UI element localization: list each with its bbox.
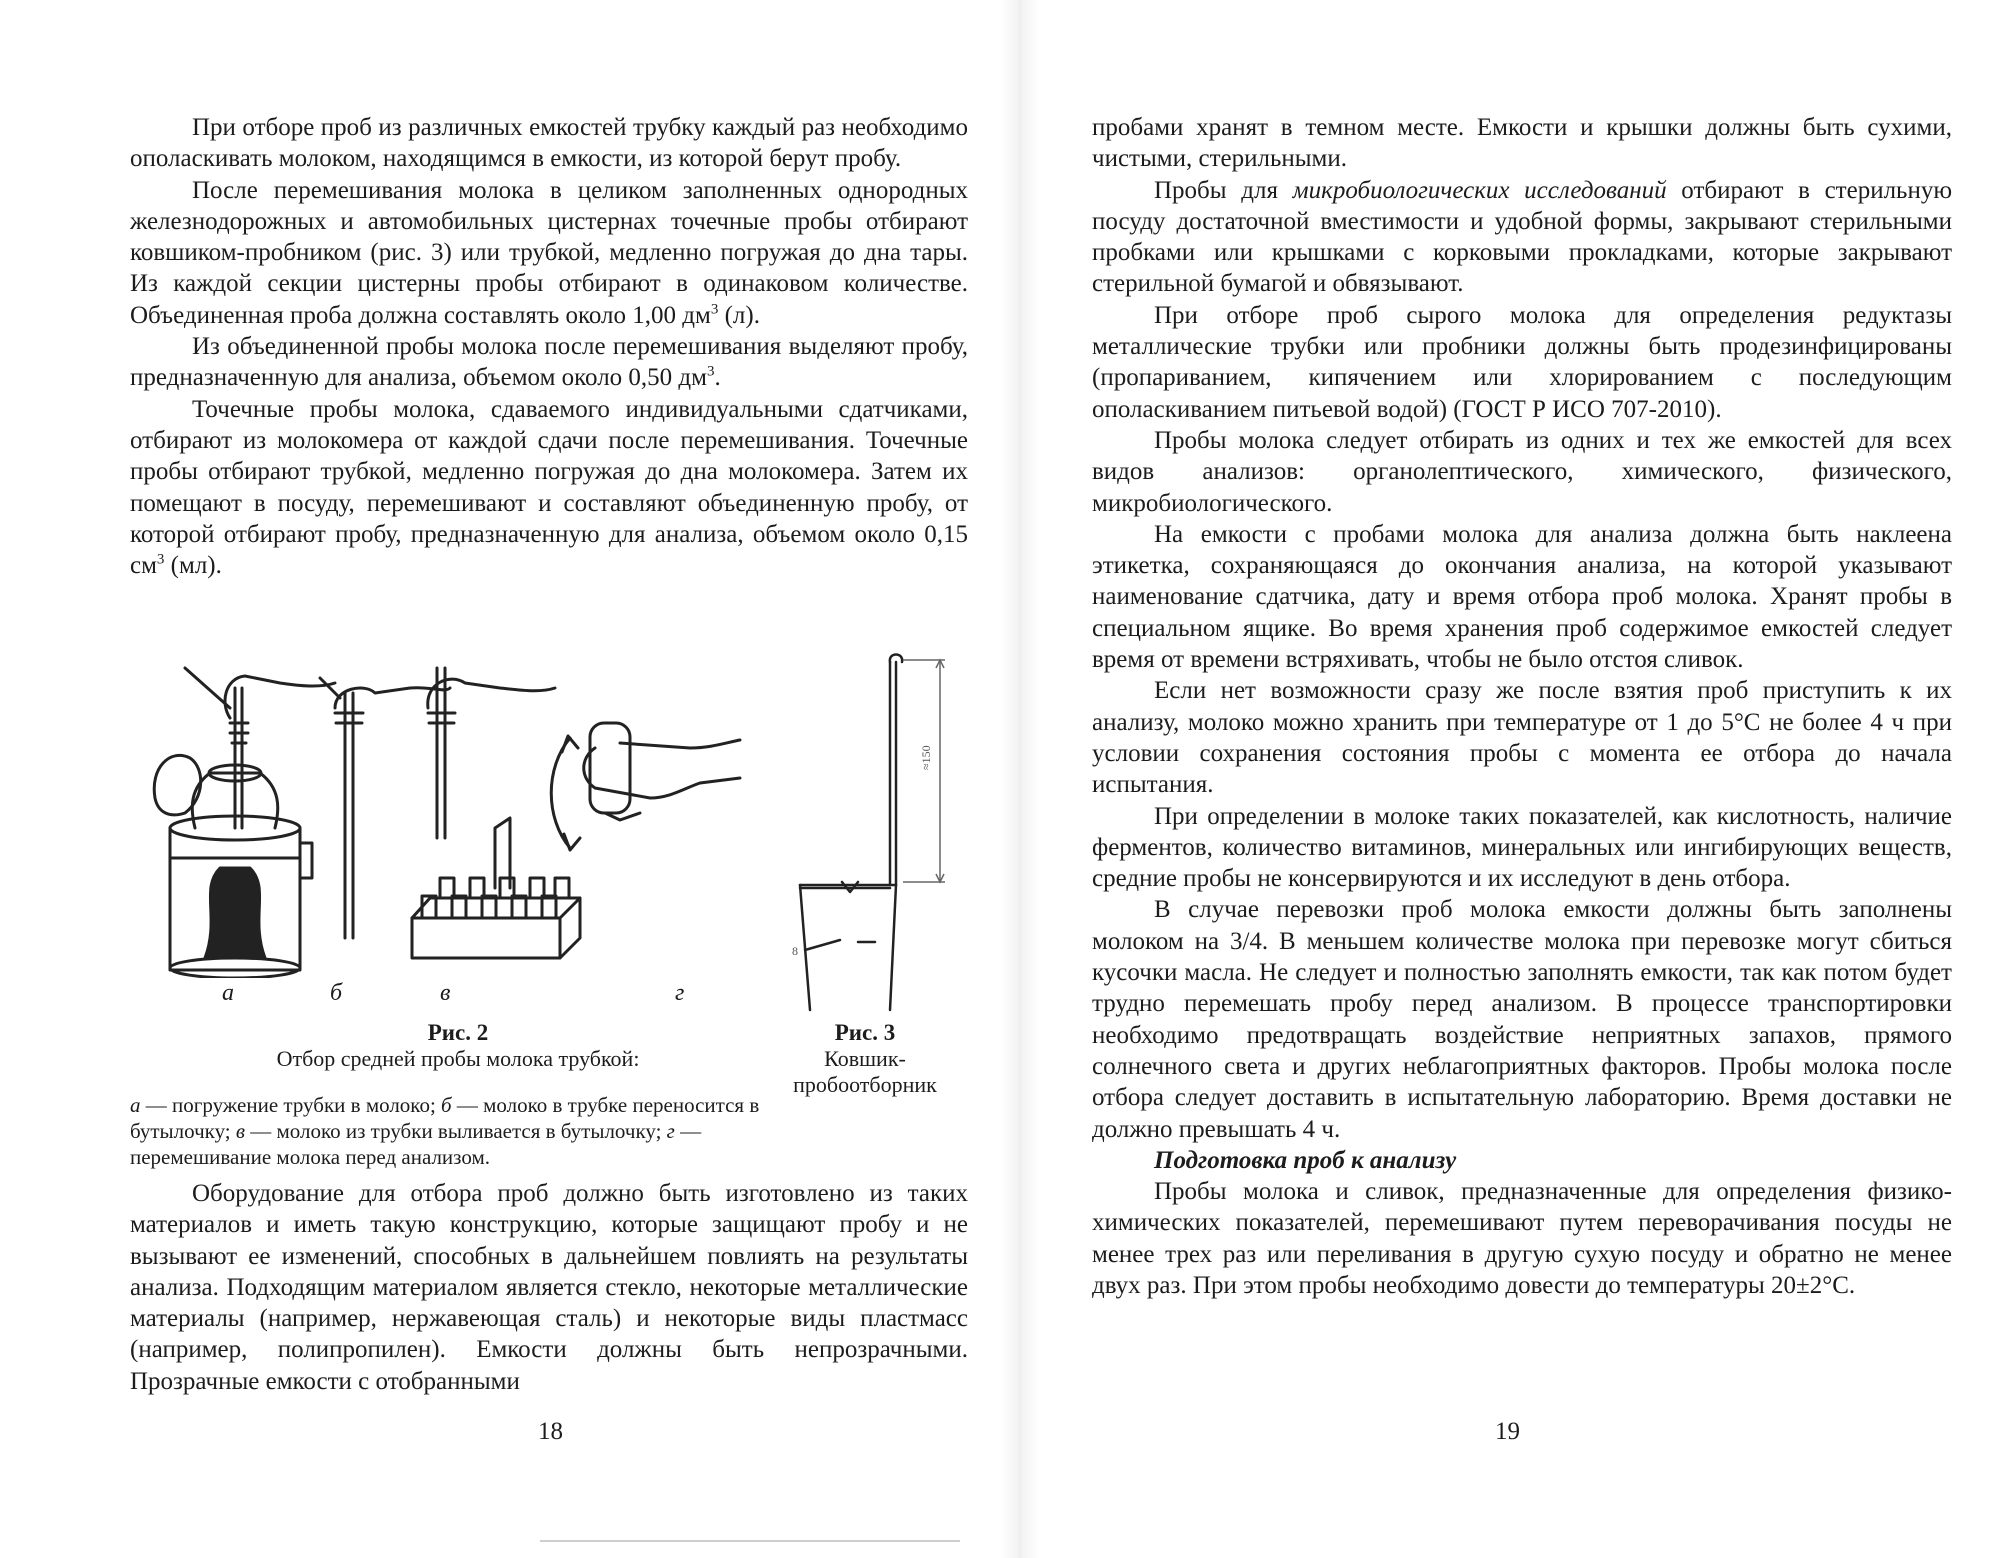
paragraph: Из объединенной пробы молока после перемешивания выделяют пробу, предназначенную для анализа, объемом около 0,50 $дм^3$.: [130, 333, 968, 392]
figure-letter: а: [222, 980, 234, 1006]
paragraph: пробами хранят в темном месте. Емкости и крышки должны быть сухими, чистыми, стерильными.: [1092, 114, 1952, 173]
figure-2-caption: [218, 1020, 698, 1072]
figure-letter: в: [440, 980, 451, 1006]
figure-3-illustration: [780, 650, 960, 1020]
page-number: 19: [1495, 1418, 1520, 1445]
paragraph: Пробы молока и сливок, предназначенные для определения физико-химических показателей, перемешивают путем переворачивания посуды не менее трех раз или переливания в другую сухую посуду и обратно не менее двух раз. При этом пробы необходимо довести до температуры 20±2°С.: [1092, 1178, 1952, 1299]
figure-2-subtitle: Отбор средней пробы молока трубкой:: [276, 1046, 640, 1071]
paragraph: При определении в молоке таких показателей, как кислотность, наличие ферментов, количество витаминов, минеральных или ингибирующих веществ, средние пробы не консервируются и их исследуют в день отбора.: [1092, 802, 1952, 893]
section-heading: Подготовка проб к анализу: [1154, 1146, 1457, 1174]
figure-2-title: Рис. 2: [427, 1020, 489, 1045]
left-text-top: [130, 112, 968, 581]
paragraph: Оборудование для отбора проб должно быть изготовлено из таких материалов и иметь такую конструкцию, которые защищают пробу и не вызывают ее изменений, способных в дальнейшем повлиять на результаты анализа. Подходящим материалом является стекло, некоторые металлические материалы (например, нержавеющая сталь) и некоторые виды пластмасс (например, полипропилен). Емкости должны быть непрозрачными. Прозрачные емкости с отобранными: [130, 1180, 968, 1395]
book-gutter: [1000, 0, 1040, 1558]
paragraph: Точечные пробы молока, сдаваемого индивидуальными сдатчиками, отбирают из молокомера от каждой сдачи после перемешивания. Точечные пробы отбирают трубкой, медленно погружая до дна молокомера. Затем их помещают в посуду, перемешивают и составляют объединенную пробу, от которой отбирают пробу, предназначенную для анализа, объемом около 0,15 $см^3$ (мл).: [130, 395, 968, 580]
paragraph: В случае перевозки проб молока емкости должны быть заполнены молоком на 3/4. В меньшем количестве молока при перевозке могут сбиться кусочки масла. Не следует и полностью заполнять емкости, так как потом будет трудно перемешать пробу перед анализом. В процессе транспортировки необходимо предотвращать воздействие неприятных запахов, прямого солнечного света и других неблагоприятных факторов. Пробы молока после отбора следует доставить в испытательную лабораторию. Время доставки не должно превышать 4 ч.: [1092, 896, 1952, 1143]
bottle-rack-drawing: [412, 668, 580, 958]
left-text-bottom: [130, 1178, 968, 1397]
dimension-label: ≈150: [919, 745, 933, 770]
figure-3-title: Рис. 3: [834, 1020, 896, 1045]
figure-letter: б: [330, 980, 343, 1006]
paragraph: При отборе проб из различных емкостей трубку каждый раз необходимо ополаскивать молоком, находящимся в емкости, из которой берут пробу.: [130, 114, 968, 173]
shaking-bottle-drawing: [551, 723, 740, 850]
figure-3-subtitle: Ковшик-пробоотборник: [793, 1046, 937, 1097]
figure-2-legend: а — погружение трубки в молоко; б — молоко в трубке переносится в бутылочку; в — молоко из трубки выливается в бутылочку; г — перемешивание молока перед анализом.: [130, 1093, 760, 1169]
milk-can-drawing: [154, 668, 335, 978]
paragraph: После перемешивания молока в целиком заполненных однородных железнодорожных и автомобильных цистернах точечные пробы отбирают ковшиком-пробником (рис. 3) или трубкой, медленно погружая до дна тары. Из каждой секции цистерны пробы отбирают в одинаковом количестве. Объединенная проба должна составлять около 1,00 $дм^3$ (л).: [130, 176, 968, 329]
figure-3-caption: [780, 1020, 950, 1098]
paragraph: Пробы молока следует отбирать из одних и тех же емкостей для всех видов анализов: органолептического, химического, физического, микробиологического.: [1092, 426, 1952, 517]
right-page: [1040, 0, 2007, 1558]
right-text: [1092, 112, 1952, 1301]
left-page: [0, 0, 1000, 1558]
figure-2-illustration: [150, 648, 750, 978]
paragraph: Если нет возможности сразу же после взятия проб приступить к их анализу, молоко можно хранить при температуре от 1 до 5°С не более 4 ч при условии сохранения состояния пробы с момента ее отбора до начала испытания.: [1092, 677, 1952, 799]
paragraph: Пробы для микробиологических исследований отбирают в стерильную посуду достаточной вместимости и удобной формы, закрывают стерильными пробками или крышками с корковыми прокладками, которые закрывают стерильной бумагой и обвязывают.: [1092, 176, 1953, 298]
paragraph: На емкости с пробами молока для анализа должна быть наклеена этикетка, сохраняющаяся до окончания анализа, на которой указывают наименование сдатчика, дату и время отбора проб молока. Хранят пробы в специальном ящике. Во время хранения проб содержимое емкостей следует время от времени встряхивать, чтобы не было отстоя сливок.: [1092, 520, 1952, 674]
scan-edge-line: [540, 1540, 960, 1542]
page-number: 18: [538, 1418, 563, 1445]
paragraph: При отборе проб сырого молока для определения редуктазы металлические трубки или пробники должны быть продезинфицированы (пропариванием, кипячением или хлорированием с последующим ополаскиванием питьевой водой) (ГОСТ Р ИСО 707-2010).: [1092, 301, 1952, 423]
figure-letter: г: [675, 980, 685, 1006]
part-label: 8: [792, 944, 798, 958]
